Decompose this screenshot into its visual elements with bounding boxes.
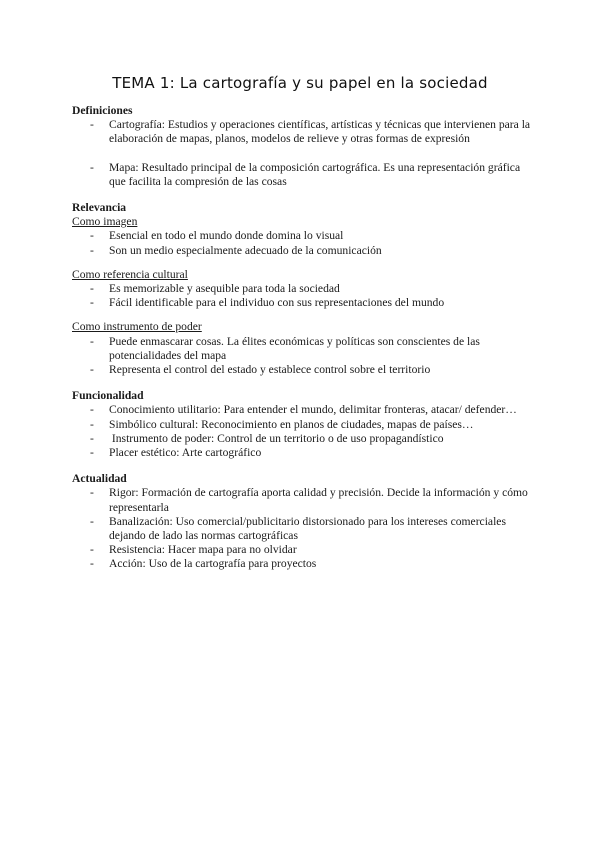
- imagen-list: [72, 229, 532, 257]
- list-item-text: Resistencia: Hacer mapa para no olvidar: [109, 543, 297, 557]
- dash-bullet: -: [90, 557, 94, 571]
- subsection-heading: Como imagen: [72, 215, 138, 229]
- list-item-text: Mapa: Resultado principal de la composición cartográfica. Es una representación gráfica que facilita la compresión de las cosas: [109, 160, 521, 188]
- section-relevancia: [72, 201, 532, 377]
- list-item-text: Simbólico cultural: Reconocimiento en planos de ciudades, mapas de países…: [109, 417, 474, 431]
- section-spacer: [72, 460, 532, 472]
- list-item-text: Son un medio especialmente adecuado de la comunicación: [109, 243, 382, 257]
- dash-bullet: -: [90, 296, 94, 310]
- list-item: [72, 229, 532, 243]
- list-item-text: Esencial en todo el mundo donde domina lo visual: [109, 229, 344, 243]
- section-spacer: [72, 189, 532, 201]
- dash-bullet: -: [90, 486, 94, 500]
- section-spacer: [72, 377, 532, 389]
- list-item: [72, 418, 532, 432]
- dash-bullet: -: [90, 243, 94, 257]
- section-definiciones: [72, 104, 532, 189]
- list-item-text: Conocimiento utilitario: Para entender el mundo, delimitar fronteras, atacar/ defender…: [109, 403, 517, 417]
- list-item: [72, 515, 532, 543]
- definitions-list: [72, 118, 532, 189]
- subsection-spacer: [72, 258, 532, 268]
- list-item: [72, 446, 532, 460]
- list-item-text: Acción: Uso de la cartografía para proyectos: [109, 557, 317, 571]
- subsection-heading: Como instrumento de poder: [72, 320, 202, 334]
- dash-bullet: -: [90, 118, 94, 132]
- dash-bullet: -: [90, 363, 94, 377]
- dash-bullet: -: [90, 229, 94, 243]
- dash-bullet: -: [90, 160, 94, 174]
- poder-list: [72, 335, 532, 378]
- list-item: [72, 335, 532, 363]
- list-item: [72, 161, 532, 189]
- list-item: [72, 118, 532, 146]
- list-item: [72, 557, 532, 571]
- dash-bullet: -: [90, 417, 94, 431]
- list-item: [72, 486, 532, 514]
- section-actualidad: [72, 472, 532, 571]
- dash-bullet: -: [90, 543, 94, 557]
- dash-bullet: -: [90, 446, 94, 460]
- dash-bullet: -: [90, 282, 94, 296]
- list-item-text: Instrumento de poder: Control de un territorio o de uso propagandístico: [109, 431, 444, 445]
- list-item-text: Rigor: Formación de cartografía aporta calidad y precisión. Decide la información y cómo representarla: [109, 486, 528, 514]
- dash-bullet: -: [90, 334, 94, 348]
- list-item-text: Representa el control del estado y establece control sobre el territorio: [109, 363, 431, 377]
- list-item: [72, 363, 532, 377]
- subsection-heading: Como referencia cultural: [72, 267, 188, 281]
- list-item-text: Banalización: Uso comercial/publicitario distorsionado para los intereses comerciales dejando de lado las normas cartográficas: [109, 514, 506, 543]
- dash-bullet: -: [90, 403, 94, 417]
- list-item-text: Placer estético: Arte cartográfico: [109, 446, 262, 460]
- funcionalidad-list: [72, 403, 532, 460]
- list-item: [72, 403, 532, 417]
- list-item: [72, 244, 532, 258]
- subsection-spacer: [72, 310, 532, 320]
- dash-bullet: -: [90, 514, 94, 528]
- section-heading: Funcionalidad: [72, 389, 144, 403]
- page-title: TEMA 1: La cartografía y su papel en la sociedad: [112, 74, 488, 92]
- list-item-text: Puede enmascarar cosas. La élites económicas y políticas son conscientes de las potencialidades del mapa: [109, 334, 480, 362]
- list-item: [72, 432, 532, 446]
- section-heading: Actualidad: [72, 472, 127, 486]
- document-body: [72, 104, 532, 572]
- list-item: [72, 282, 532, 296]
- list-item: [72, 543, 532, 557]
- list-item-text: Cartografía: Estudios y operaciones científicas, artísticas y técnicas que intervienen para la elaboración de mapas, planos, modelos de relieve y otras formas de expresión: [109, 118, 531, 146]
- list-item-text: Es memorizable y asequible para toda la sociedad: [109, 282, 340, 296]
- list-item: [72, 296, 532, 310]
- list-spacer: [72, 147, 532, 161]
- section-heading: Relevancia: [72, 201, 127, 215]
- actualidad-list: [72, 486, 532, 571]
- section-funcionalidad: [72, 389, 532, 460]
- cultural-list: [72, 282, 532, 310]
- dash-bullet: -: [90, 431, 94, 445]
- section-heading: Definiciones: [72, 104, 133, 117]
- list-item-text: Fácil identificable para el individuo con sus representaciones del mundo: [109, 296, 445, 310]
